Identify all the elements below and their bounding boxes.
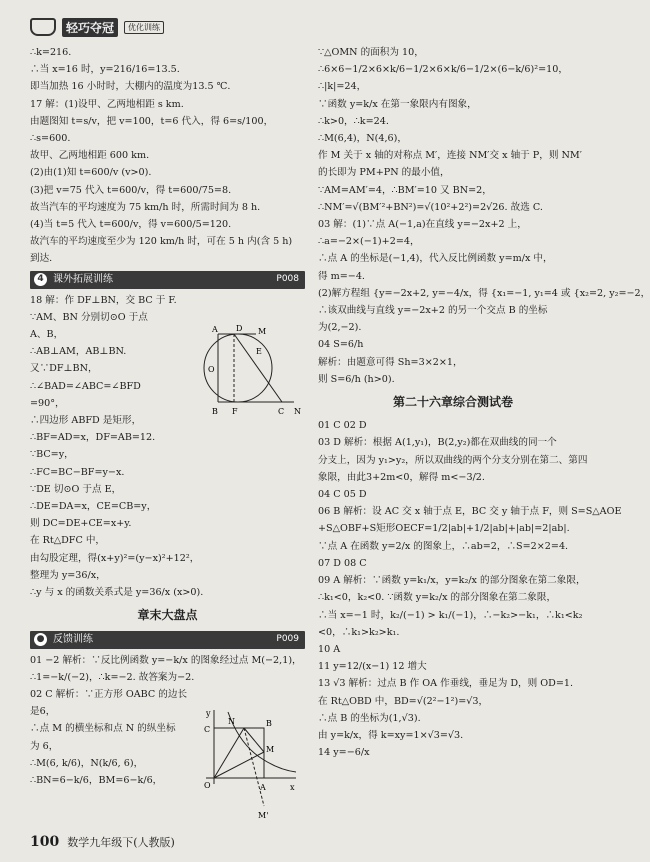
text-line: ∴FC=BC−BF=y−x. — [30, 466, 125, 478]
text-line: ∴∠BAD=∠ABC=∠BFD — [30, 380, 141, 392]
text-line: ∴当 x=−1 时，k₂/(−1) > k₁/(−1)，∴−k₂>−k₁，∴k₁<k₂ — [318, 609, 583, 621]
section-code: P009 — [276, 633, 299, 644]
text-line: 11 y=12/(x−1) 12 增大 — [318, 661, 427, 673]
text-line: ∵AM、BN 分别切⊙O 于点 — [30, 311, 148, 323]
circle-tangent-figure — [198, 322, 306, 418]
text-line: 故汽车的平均速度至少为 120 km/h 时，可在 5 h 内(含 5 h) — [30, 236, 293, 248]
text-line: (2)由(1)知 t=600/v (v>0). — [30, 167, 152, 179]
text-line: ∴M(6,4)，N(4,6)， — [318, 133, 407, 145]
text-line: ∵DE 切⊙O 于点 E， — [30, 483, 122, 495]
page-header — [30, 18, 164, 36]
text-line: 07 D 08 C — [318, 557, 367, 569]
label-e: E — [256, 347, 262, 356]
text-line: ∴当 x=16 时，y=216/16=13.5. — [30, 64, 180, 76]
text-line: =90°， — [30, 397, 65, 409]
text-line: 06 B 解析：设 AC 交 x 轴于点 E，BC 交 y 轴于点 F，则 S=S△AOE — [318, 506, 622, 518]
text-line: ∴6×6−1/2×6×k/6−1/2×6×k/6−1/2×(6−k/6)²=10， — [318, 64, 568, 76]
line-dc — [234, 334, 282, 402]
text-line: ∵函数 y=k/x 在第一象限内有图象， — [318, 98, 477, 110]
label-m: M — [258, 327, 267, 336]
label-n2: N — [228, 717, 235, 726]
section-title: 课外拓展训练 — [53, 274, 113, 286]
text-line: 即当加热 16 小时时，大棚内的温度为13.5 ℃. — [30, 81, 231, 93]
text-line: 由勾股定理，得(x+y)²=(y−x)²+12²， — [30, 552, 200, 564]
text-line: 得 m=−4. — [318, 270, 365, 282]
label-c2: C — [204, 725, 211, 734]
text-line: 17 解：(1)设甲、乙两地相距 s km. — [30, 98, 184, 110]
square-hyperbola-figure — [200, 706, 300, 824]
text-line: 是6， — [30, 706, 56, 718]
text-line: ∴四边形 ABFD 是矩形， — [30, 415, 142, 427]
right-block-a — [318, 44, 650, 388]
text-line: 由 y=k/x，得 k=xy=1×√3=√3. — [318, 729, 464, 741]
text-line: ∴k=216. — [30, 47, 72, 58]
book-title: 数学九年级下(人教版) — [67, 836, 175, 849]
label-o: O — [208, 365, 215, 374]
text-line: ∴k>0，∴k=24. — [318, 115, 389, 127]
text-line: ∴a=−2×(−1)+2=4， — [318, 236, 420, 248]
text-line: +S△OBF+S矩形OECF=1/2|ab|+1/2|ab|+|ab|=2|ab|. — [318, 523, 570, 535]
label-c: C — [278, 407, 285, 416]
text-line: ∴1=−k/(−2)，∴k=−2. 故答案为−2. — [30, 671, 195, 683]
right-block-b — [318, 417, 622, 761]
text-line: 在 Rt△OBD 中，BD=√(2²−1²)=√3， — [318, 695, 489, 707]
text-line: 02 C 解析：∵正方形 OABC 的边长 — [30, 688, 188, 700]
text-line: 作 M 关于 x 轴的对称点 M′，连接 NM′交 x 轴于 P，则 NM′ — [318, 150, 582, 162]
text-line: 14 y=−6/x — [318, 747, 370, 759]
text-line: ∵AM=AM′=4，∴BM′=10 又 BN=2， — [318, 184, 492, 196]
label-d: D — [236, 324, 243, 333]
label-m2: M — [266, 745, 275, 754]
text-line: 到达. — [30, 253, 53, 265]
label-f: F — [232, 407, 238, 416]
text-line: ∴该双曲线与直线 y=−2x+2 的另一个交点 B 的坐标 — [318, 305, 548, 317]
label-o2: O — [204, 781, 211, 790]
text-line: ∴s=600. — [30, 133, 71, 145]
label-b2: B — [266, 719, 272, 728]
text-line: 为 6， — [30, 740, 59, 752]
text-line: 18 解：作 DF⊥BN，交 BC 于 F. — [30, 294, 177, 306]
section-band-extension — [30, 271, 305, 289]
text-line: ∴BF=AD=x，DF=AB=12. — [30, 432, 156, 444]
text-line: 由题图知 t=s/v，把 v=100，t=6 代入，得 6=s/100， — [30, 115, 274, 127]
text-line: 03 解：(1)∵点 A(−1,a)在直线 y=−2x+2 上， — [318, 219, 527, 231]
page-footer — [30, 834, 175, 850]
text-line: 故甲、乙两地相距 600 km. — [30, 150, 150, 162]
brand-subtitle: 优化训练 — [124, 21, 164, 34]
section-band-feedback — [30, 631, 305, 649]
section-title: 反馈训练 — [53, 633, 93, 645]
text-line: (3)把 v=75 代入 t=600/v，得 t=600/75=8. — [30, 184, 232, 196]
text-line: ∴点 M 的横坐标和点 N 的纵坐标 — [30, 723, 176, 735]
text-line: 则 S=6/h (h>0). — [318, 373, 395, 385]
text-line: 04 S=6/h — [318, 339, 364, 351]
brand-logo-icon — [30, 18, 56, 36]
text-line: ∴NM′=√(BM′²+BN²)=√(10²+2²)=2√26. 故选 C. — [318, 201, 543, 213]
left-block-a — [30, 44, 305, 268]
text-line: (4)当 t=5 代入 t=600/v，得 v=600/5=120. — [30, 219, 232, 231]
text-line: ∴y 与 x 的函数关系式是 y=36/x (x>0). — [30, 587, 204, 599]
chapter-heading-26: 第二十六章综合测试卷 — [392, 395, 513, 410]
text-line: 10 A — [318, 643, 341, 655]
text-line: 13 √3 解析：过点 B 作 OA 作垂线，垂足为 D，则 OD=1. — [318, 678, 574, 690]
text-line: 分支上，因为 y₁>y₂，所以双曲线的两个分支分别在第二、第四 — [318, 454, 588, 466]
text-line: ∴|k|=24， — [318, 81, 367, 93]
text-line: ∵△OMN 的面积为 10， — [318, 47, 424, 58]
text-line: ∴k₁<0，k₂<0. ∵函数 y=k₂/x 的部分图象在第二象限， — [318, 592, 557, 604]
label-n: N — [294, 407, 301, 416]
section-code: P008 — [276, 274, 299, 285]
text-line: 在 Rt△DFC 中， — [30, 535, 106, 547]
text-line: 01 −2 解析：∵反比例函数 y=−k/x 的图象经过点 M(−2,1)， — [30, 654, 302, 666]
label-y: y — [206, 709, 211, 718]
text-line: 的长即为 PM+PN 的最小值， — [318, 167, 450, 179]
text-line: ∵点 A 在函数 y=2/x 的图象上，∴ab=2，∴S=2×2=4. — [318, 540, 569, 552]
text-line: 09 A 解析：∵函数 y=k₁/x，y=k₂/x 的部分图象在第二象限， — [318, 575, 586, 587]
text-line: <0，∴k₁>k₂>k₁. — [318, 626, 400, 638]
chapter-heading: 章末大盘点 — [137, 608, 198, 623]
text-line: 03 D 解析：根据 A(1,y₁)，B(2,y₂)都在双曲线的同一个 — [318, 437, 557, 449]
text-line: (2)解方程组 {y=−2x+2, y=−4/x，得 {x₁=−1, y₁=4 或 {x₂=2, y₂=−2， — [318, 287, 650, 299]
section-icon: ● — [34, 633, 47, 646]
section-number: 4 — [34, 273, 47, 286]
text-line: ∴M(6, k/6)，N(k/6, 6)， — [30, 757, 144, 769]
right-column — [318, 44, 650, 761]
text-line: 象限，由此3+2m<0，解得 m<−3/2. — [318, 471, 485, 483]
text-line: 01 C 02 D — [318, 420, 367, 432]
text-line: ∵BC=y， — [30, 449, 74, 461]
text-line: 为(2,−2). — [318, 322, 362, 334]
text-line: ∴BN=6−k/6，BM=6−k/6， — [30, 774, 163, 786]
label-b: B — [212, 407, 218, 416]
hyperbola-curve — [228, 712, 296, 772]
text-line: A、B， — [30, 329, 64, 341]
text-line: ∴AB⊥AM，AB⊥BN. — [30, 346, 127, 358]
text-line: ∴点 A 的坐标是(−1,4)，代入反比例函数 y=m/x 中， — [318, 253, 553, 265]
text-line: 04 C 05 D — [318, 489, 367, 501]
text-line: 解析：由题意可得 Sh=3×2×1， — [318, 356, 463, 368]
text-line: 整理为 y=36/x， — [30, 569, 106, 581]
label-m-prime: M' — [258, 811, 269, 820]
brand-name: 轻巧夺冠 — [62, 18, 118, 37]
text-line: ∴DE=DA=x，CE=CB=y， — [30, 501, 157, 513]
text-line: 又∵DF⊥BN， — [30, 363, 98, 375]
text-line: ∴点 B 的坐标为(1,√3). — [318, 712, 421, 724]
page-number: 100 — [30, 834, 60, 850]
label-a: A — [212, 325, 218, 334]
text-line: 则 DC=DE+CE=x+y. — [30, 518, 132, 530]
label-x2: x — [290, 783, 295, 792]
label-a2: A — [260, 783, 266, 792]
text-line: 故当汽车的平均速度为 75 km/h 时，所需时间为 8 h. — [30, 201, 261, 213]
